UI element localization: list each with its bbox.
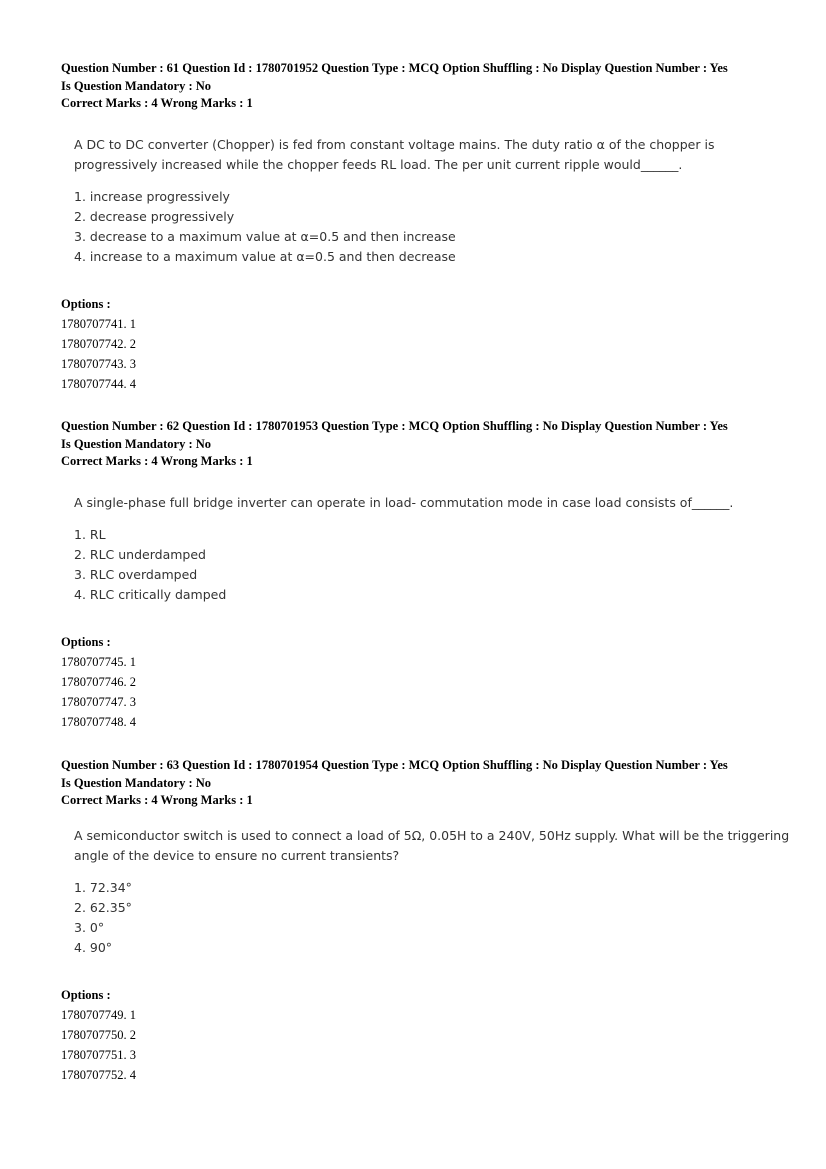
question-marks: Correct Marks : 4 Wrong Marks : 1 bbox=[61, 454, 253, 468]
options-title: Options : bbox=[61, 987, 111, 1002]
option-id: 1780707742. 2 bbox=[61, 336, 136, 351]
question-header: Question Number : 62 Question Id : 1780701953 Question Type : MCQ Option Shuffling : No Display Question Number : Yes bbox=[61, 419, 728, 433]
choice-item: 3. 0° bbox=[74, 919, 105, 935]
choice-item: 1. RL bbox=[74, 526, 106, 542]
choice-list bbox=[61, 878, 801, 958]
option-id: 1780707747. 3 bbox=[61, 694, 136, 709]
question-63 bbox=[61, 757, 801, 1085]
choice-item: 4. 90° bbox=[74, 939, 113, 955]
option-id: 1780707744. 4 bbox=[61, 376, 136, 391]
options-title: Options : bbox=[61, 634, 111, 649]
option-id: 1780707749. 1 bbox=[61, 1007, 136, 1022]
question-header: Question Number : 61 Question Id : 1780701952 Question Type : MCQ Option Shuffling : No Display Question Number : Yes bbox=[61, 61, 728, 75]
question-stem: A semiconductor switch is used to connect a load of 5Ω, 0.05H to a 240V, 50Hz supply. What will be the triggering angle of the device to ensure no current transients? bbox=[74, 827, 790, 863]
choice-item: 2. RLC underdamped bbox=[74, 546, 206, 562]
choice-item: 4. increase to a maximum value at α=0.5 and then decrease bbox=[74, 248, 456, 264]
question-mandatory: Is Question Mandatory : No bbox=[61, 78, 212, 93]
choice-item: 3. RLC overdamped bbox=[74, 566, 198, 582]
question-61 bbox=[61, 60, 801, 394]
choice-item: 4. RLC critically damped bbox=[74, 586, 227, 602]
choice-list bbox=[61, 525, 801, 605]
option-id: 1780707741. 1 bbox=[61, 316, 136, 331]
question-header: Question Number : 63 Question Id : 1780701954 Question Type : MCQ Option Shuffling : No Display Question Number : Yes bbox=[61, 758, 728, 772]
option-id: 1780707748. 4 bbox=[61, 714, 136, 729]
question-mandatory: Is Question Mandatory : No bbox=[61, 775, 212, 790]
question-marks: Correct Marks : 4 Wrong Marks : 1 bbox=[61, 96, 253, 110]
question-stem: A single-phase full bridge inverter can operate in load- commutation mode in case load consists of______. bbox=[74, 494, 734, 510]
options-title: Options : bbox=[61, 296, 111, 311]
option-id: 1780707745. 1 bbox=[61, 654, 136, 669]
choice-item: 1. 72.34° bbox=[74, 879, 132, 895]
option-id: 1780707752. 4 bbox=[61, 1067, 136, 1082]
option-id: 1780707750. 2 bbox=[61, 1027, 136, 1042]
choice-item: 2. 62.35° bbox=[74, 899, 132, 915]
option-id: 1780707743. 3 bbox=[61, 356, 136, 371]
choice-item: 3. decrease to a maximum value at α=0.5 and then increase bbox=[74, 228, 456, 244]
option-id: 1780707746. 2 bbox=[61, 674, 136, 689]
question-mandatory: Is Question Mandatory : No bbox=[61, 436, 212, 451]
question-stem: A DC to DC converter (Chopper) is fed from constant voltage mains. The duty ratio α of the chopper is progressively increased while the chopper feeds RL load. The per unit current ripple would______. bbox=[74, 136, 715, 172]
question-marks: Correct Marks : 4 Wrong Marks : 1 bbox=[61, 793, 253, 807]
question-62 bbox=[61, 418, 801, 732]
choice-item: 2. decrease progressively bbox=[74, 208, 235, 224]
option-id: 1780707751. 3 bbox=[61, 1047, 136, 1062]
choice-list bbox=[61, 187, 801, 267]
choice-item: 1. increase progressively bbox=[74, 188, 230, 204]
